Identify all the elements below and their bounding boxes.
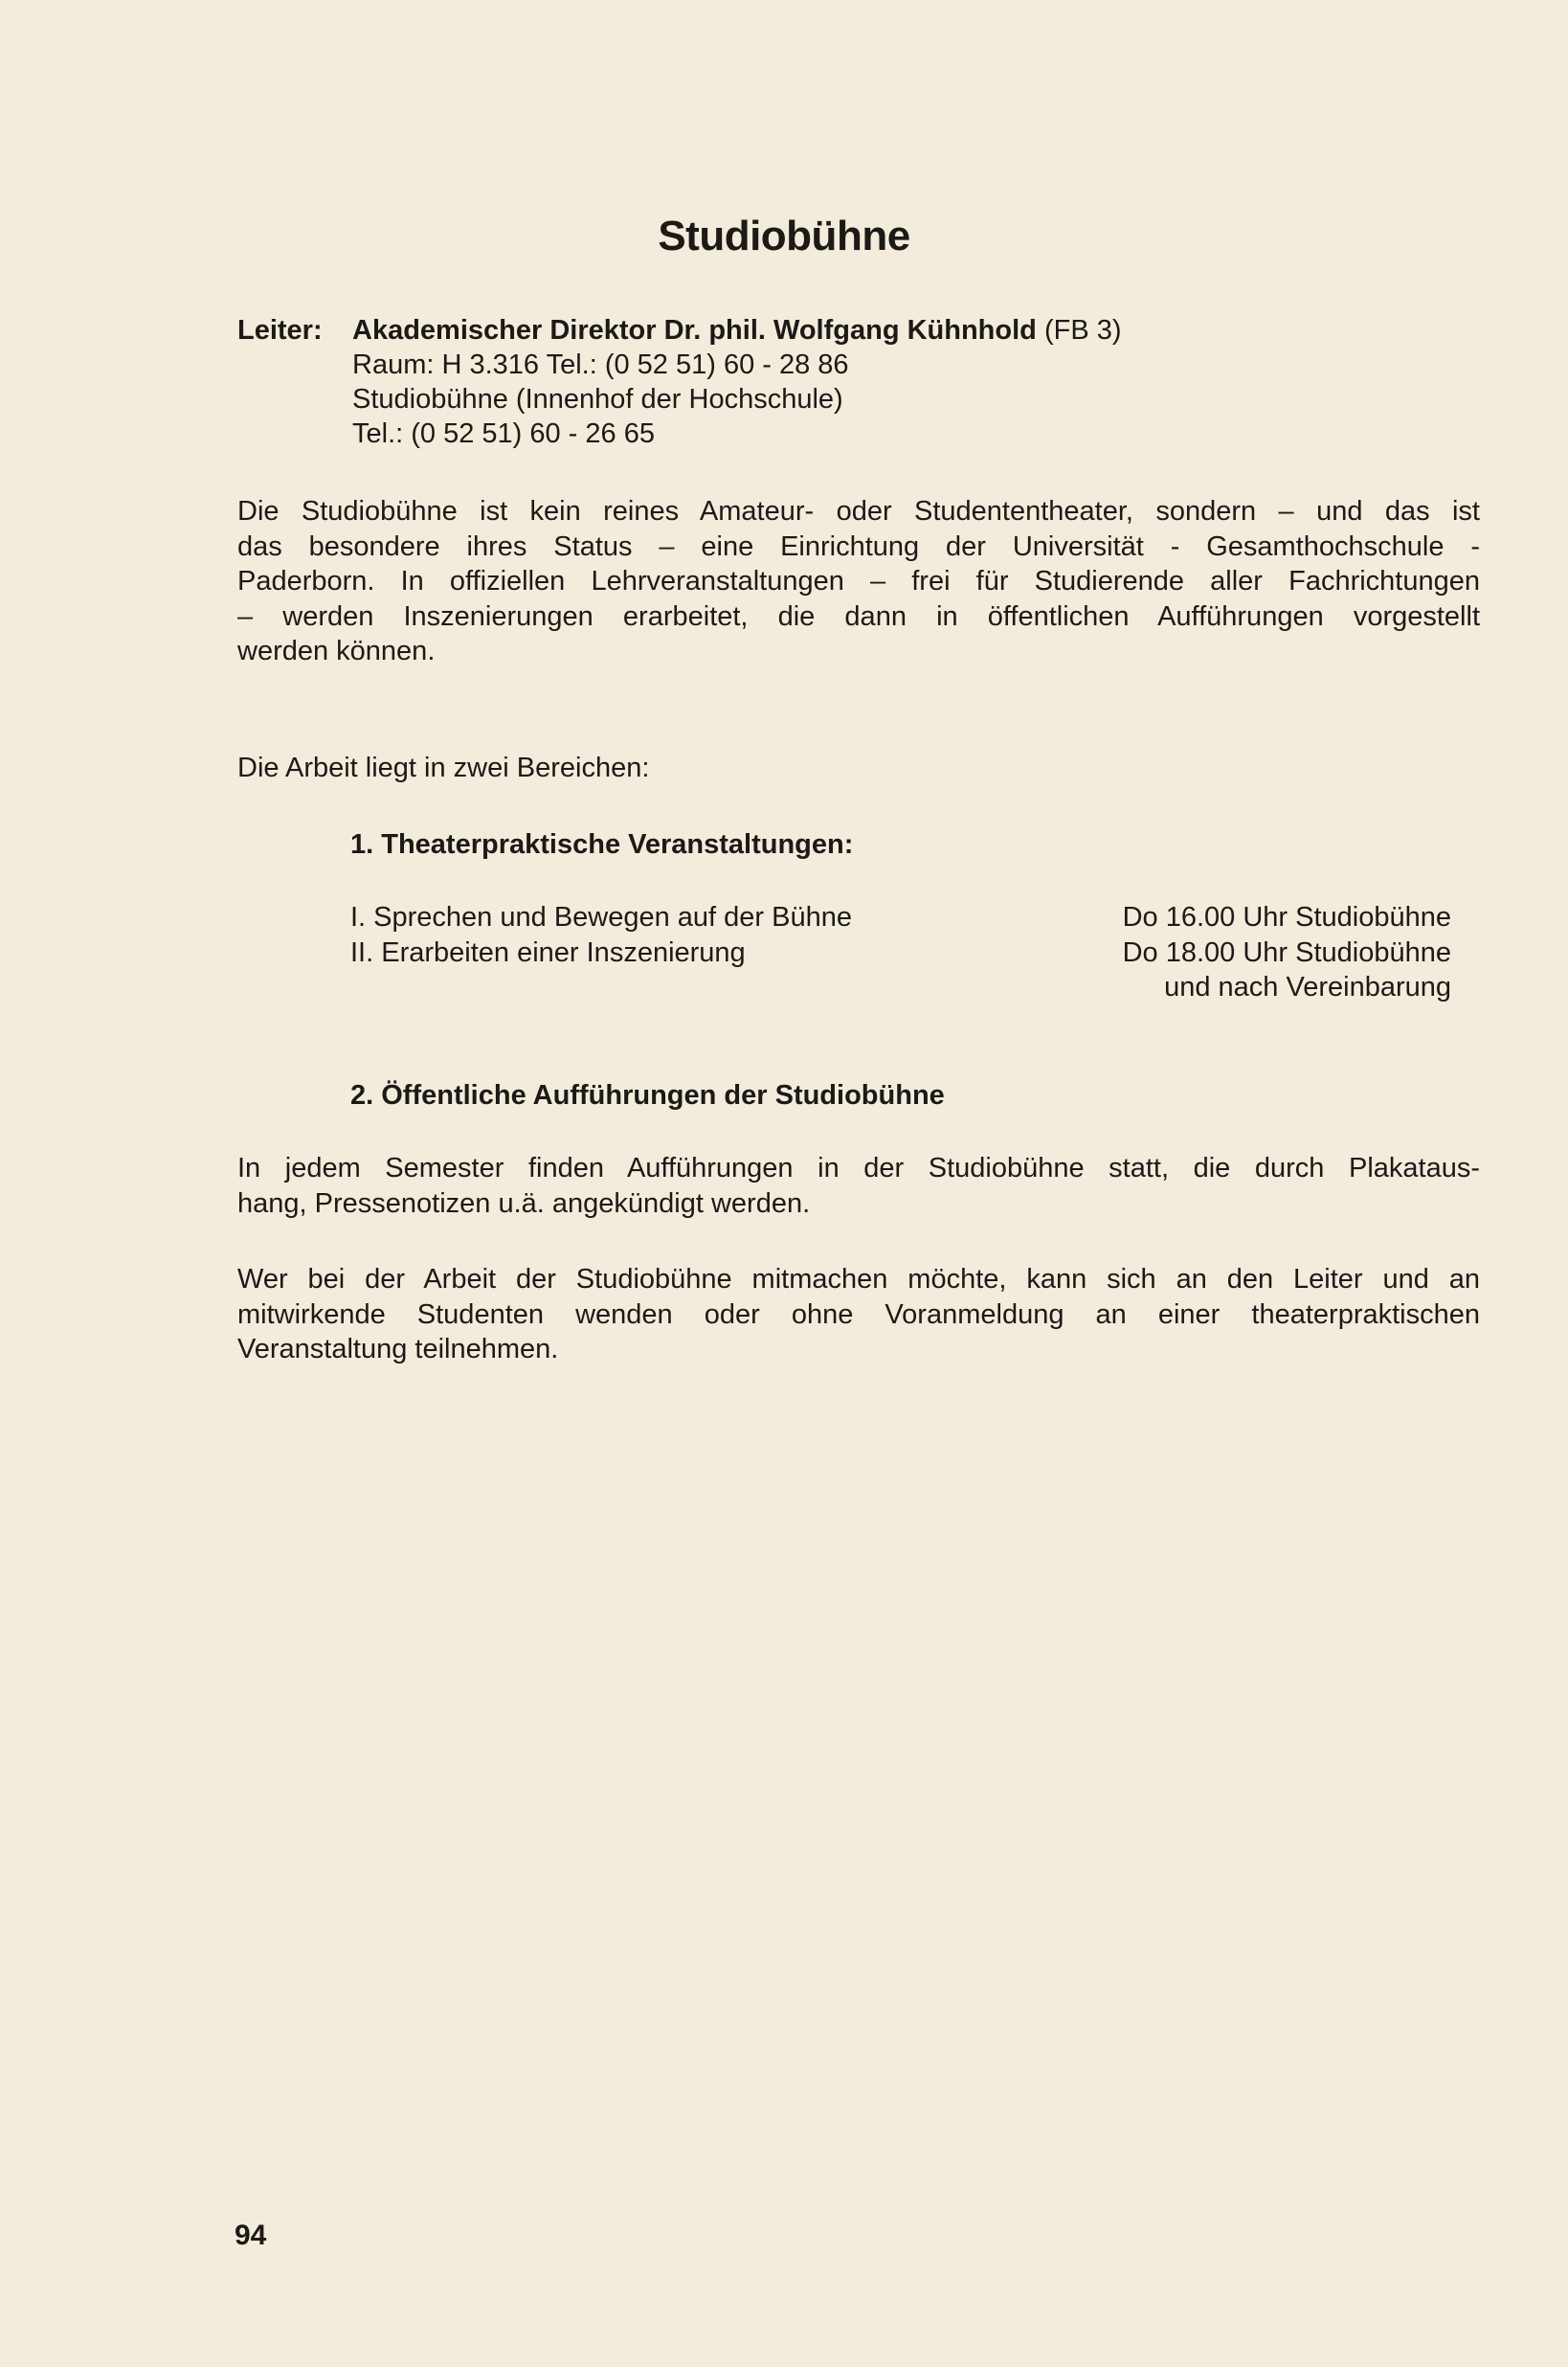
section1-heading: 1. Theaterpraktische Veranstaltungen: <box>350 829 854 860</box>
course-time: und nach Vereinbarung <box>1164 972 1451 1003</box>
intro-line: Die Studiobühne ist kein reines Amateur- oder Studententheater, sondern – und das ist <box>237 496 1480 527</box>
closing-paragraph <box>237 1262 1480 1367</box>
course-list <box>350 900 1451 1005</box>
leiter-room: Raum: H 3.316 Tel.: (0 52 51) 60 - 28 86 <box>352 349 849 380</box>
leiter-name-line <box>352 313 1122 348</box>
section2-heading: 2. Öffentliche Aufführungen der Studiobühne <box>350 1080 945 1111</box>
section2-text <box>237 1151 1480 1221</box>
section2-line: In jedem Semester finden Aufführungen in der Studiobühne statt, die durch Plakataus- <box>237 1153 1480 1184</box>
intro-line: Paderborn. In offiziellen Lehrveranstaltungen – frei für Studierende aller Fachrichtungen <box>237 566 1480 597</box>
course-row <box>350 970 1451 1005</box>
course-name: II. Erarbeiten einer Inszenierung <box>350 936 746 968</box>
page-number: 94 <box>235 2220 267 2251</box>
course-row <box>350 900 1451 936</box>
leiter-venue-phone: Tel.: (0 52 51) 60 - 26 65 <box>352 418 655 449</box>
leiter-department: (FB 3) <box>1036 315 1122 346</box>
intro-line: das besondere ihres Status – eine Einrichtung der Universität - Gesamthochschule - <box>237 530 1480 562</box>
course-time: Do 16.00 Uhr Studiobühne <box>1122 902 1451 933</box>
section2-line: hang, Pressenotizen u.ä. angekündigt werden. <box>237 1187 811 1219</box>
leiter-label: Leiter: <box>237 315 323 346</box>
leiter-name: Akademischer Direktor Dr. phil. Wolfgang Kühnhold <box>352 315 1037 346</box>
leiter-details <box>352 313 1122 451</box>
intro-paragraph <box>237 494 1480 669</box>
intro-line: – werden Inszenierungen erarbeitet, die dann in öffentlichen Aufführungen vorgestellt <box>237 600 1480 632</box>
leiter-venue: Studiobühne (Innenhof der Hochschule) <box>352 384 843 415</box>
intro-line: werden können. <box>237 636 436 666</box>
course-row <box>350 936 1451 971</box>
course-time: Do 18.00 Uhr Studiobühne <box>1122 936 1451 968</box>
course-name: I. Sprechen und Bewegen auf der Bühne <box>350 902 852 933</box>
page-title: Studiobühne <box>658 213 910 259</box>
closing-line: Wer bei der Arbeit der Studiobühne mitmachen möchte, kann sich an den Leiter und an <box>237 1264 1480 1295</box>
closing-line: mitwirkende Studenten wenden oder ohne Voranmeldung an einer theaterpraktischen <box>237 1298 1480 1330</box>
areas-intro: Die Arbeit liegt in zwei Bereichen: <box>237 753 650 783</box>
closing-line: Veranstaltung teilnehmen. <box>237 1334 559 1364</box>
